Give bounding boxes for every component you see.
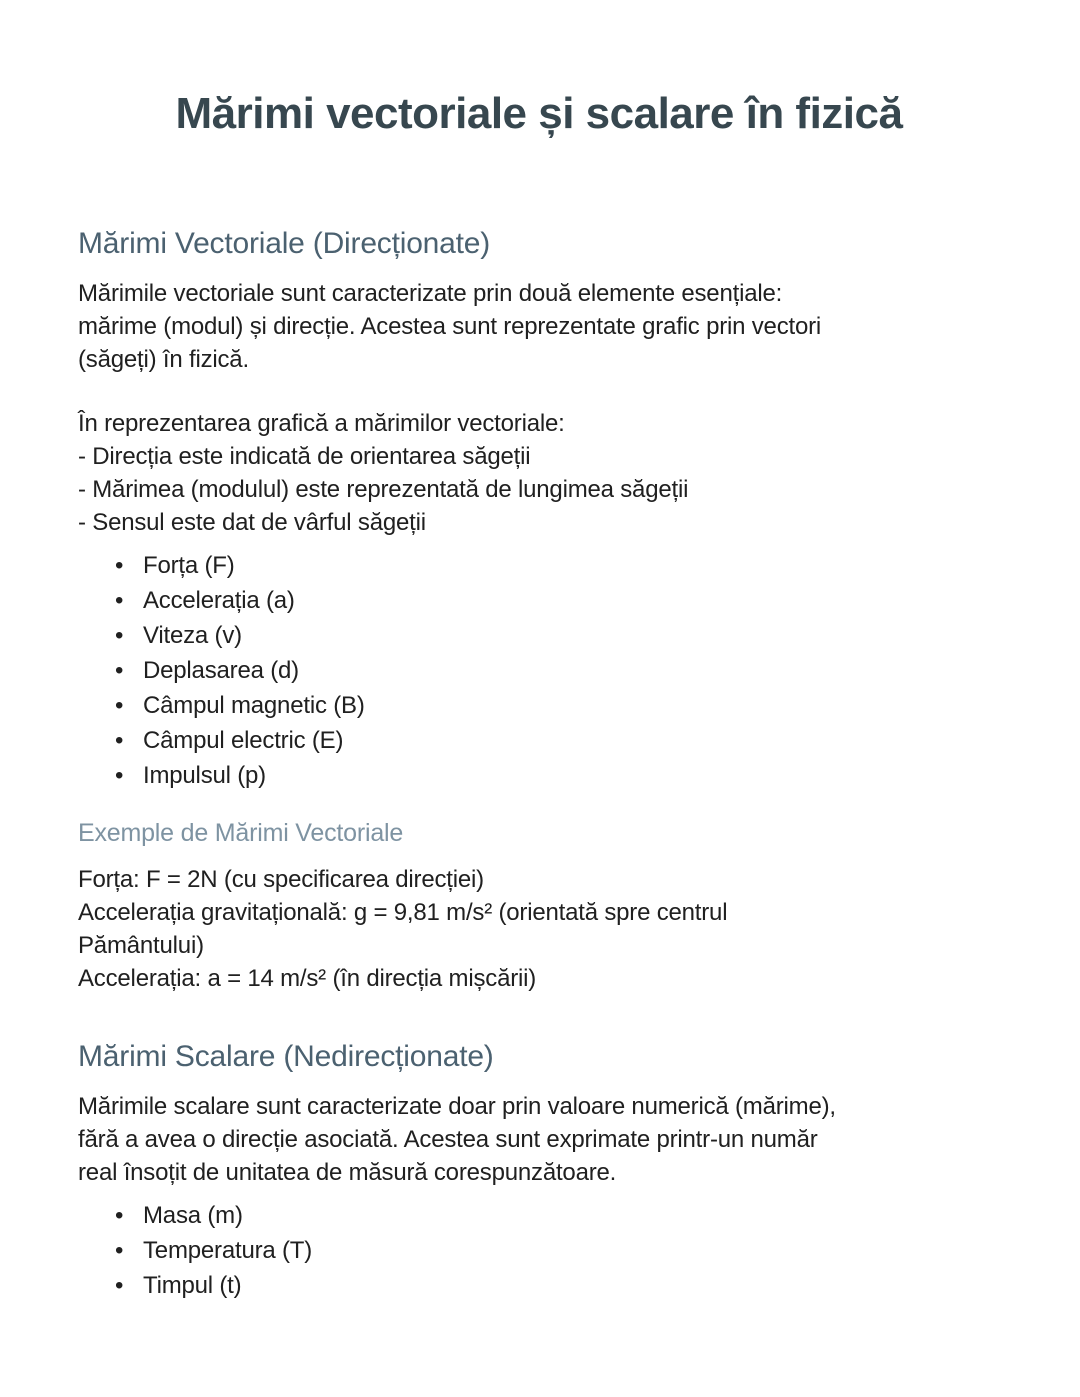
list-item-label: Câmpul magnetic (B) [143,691,365,719]
list-item [78,688,1000,723]
bullet-icon: • [115,1237,124,1265]
vector-quantities-list [78,548,1000,793]
paragraph-line: - Direcția este indicată de orientarea săgeții [78,442,531,470]
vector-representation-paragraph [78,407,1000,539]
list-item-label: Câmpul electric (E) [143,726,344,754]
scalar-quantities-list [78,1198,1000,1303]
paragraph-line: fără a avea o direcție asociată. Acestea sunt exprimate printr-un număr [78,1126,818,1154]
vector-examples-paragraph [78,863,1000,995]
vector-intro-paragraph [78,277,1000,376]
paragraph-line: - Mărimea (modulul) este reprezentată de lungimea săgeții [78,475,689,503]
list-item [78,548,1000,583]
bullet-icon: • [115,586,124,614]
list-item [78,618,1000,653]
list-item-label: Timpul (t) [143,1272,242,1300]
list-item [78,1233,1000,1268]
bullet-icon: • [115,691,124,719]
scalar-intro-paragraph [78,1090,1000,1189]
paragraph-line: Accelerația gravitațională: g = 9,81 m/s² (orientată spre centrul [78,899,728,927]
bullet-icon: • [115,1272,124,1300]
paragraph-line: Pământului) [78,932,204,960]
paragraph-line: mărime (modul) și direcție. Acestea sunt reprezentate grafic prin vectori [78,312,822,340]
list-item-label: Accelerația (a) [143,586,295,614]
list-item-label: Masa (m) [143,1202,243,1230]
list-item-label: Deplasarea (d) [143,656,299,684]
bullet-icon: • [115,761,124,789]
list-item [78,758,1000,793]
list-item [78,1198,1000,1233]
paragraph-line: În reprezentarea grafică a mărimilor vectoriale: [78,409,565,437]
list-item-label: Temperatura (T) [143,1237,313,1265]
list-item [78,583,1000,618]
bullet-icon: • [115,726,124,754]
paragraph-line: Accelerația: a = 14 m/s² (în direcția mișcării) [78,965,537,993]
list-item [78,653,1000,688]
list-item [78,723,1000,758]
page-title: Mărimi vectoriale și scalare în fizică [175,89,903,138]
bullet-icon: • [115,656,124,684]
list-item-label: Forța (F) [143,551,235,579]
bullet-icon: • [115,621,124,649]
list-item-label: Viteza (v) [143,621,242,649]
paragraph-line: - Sensul este dat de vârful săgeții [78,508,426,536]
bullet-icon: • [115,1202,124,1230]
paragraph-line: real însoțit de unitatea de măsură corespunzătoare. [78,1159,617,1187]
paragraph-line: (săgeți) în fizică. [78,345,249,373]
paragraph-line: Forța: F = 2N (cu specificarea direcției) [78,866,484,894]
list-item [78,1268,1000,1303]
paragraph-line: Mărimile scalare sunt caracterizate doar prin valoare numerică (mărime), [78,1093,836,1121]
heading-vector-examples: Exemple de Mărimi Vectoriale [78,818,404,847]
paragraph-line: Mărimile vectoriale sunt caracterizate prin două elemente esențiale: [78,279,783,307]
heading-vector-quantities: Mărimi Vectoriale (Direcționate) [78,226,491,260]
list-item-label: Impulsul (p) [143,761,266,789]
bullet-icon: • [115,551,124,579]
heading-scalar-quantities: Mărimi Scalare (Nedirecționate) [78,1040,494,1074]
